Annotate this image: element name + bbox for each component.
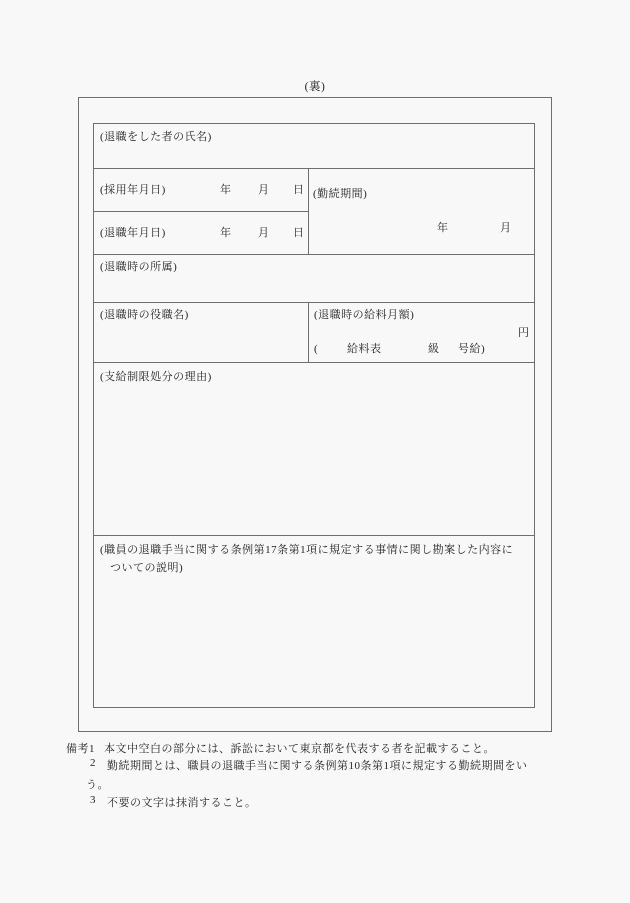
hire-date-year-unit: 年 bbox=[220, 184, 232, 196]
note-3-text: 不要の文字は抹消すること。 bbox=[107, 797, 257, 809]
row-divider-1 bbox=[94, 168, 534, 169]
hire-date-label: (採用年月日) bbox=[100, 184, 166, 196]
affiliation-label: (退職時の所属) bbox=[100, 261, 178, 273]
row-divider-4 bbox=[94, 302, 534, 303]
salary-grade-label: 級 bbox=[428, 343, 440, 355]
note-1-number: 備考1 bbox=[66, 743, 95, 755]
note-1-text: 本文中空白の部分には、訴訟において東京都を代表する者を記載すること。 bbox=[104, 743, 495, 755]
explanation-label-line2: ついての説明) bbox=[110, 562, 184, 574]
retire-date-label: (退職年月日) bbox=[100, 227, 166, 239]
row-divider-3 bbox=[94, 254, 534, 255]
salary-breakdown-open-paren: ( bbox=[314, 343, 319, 355]
retire-date-year-unit: 年 bbox=[220, 227, 232, 239]
row-divider-6 bbox=[94, 535, 534, 536]
form-table bbox=[93, 123, 535, 708]
service-period-label: (勤続期間) bbox=[313, 188, 368, 200]
row-divider-2-left bbox=[94, 211, 308, 212]
note-2-text-line2: う。 bbox=[86, 779, 109, 791]
note-2-number: 2 bbox=[90, 757, 96, 769]
explanation-label-line1: (職員の退職手当に関する条例第17条第1項に規定する事情に関し勘案した内容に bbox=[100, 544, 514, 556]
note-2-text-line1: 勤続期間とは、職員の退職手当に関する条例第10条第1項に規定する勤続期間をい bbox=[107, 760, 528, 772]
service-period-month-unit: 月 bbox=[500, 222, 512, 234]
col-divider-dates-service bbox=[308, 168, 309, 254]
salary-label: (退職時の給料月額) bbox=[314, 309, 415, 321]
col-divider-position-salary bbox=[308, 302, 309, 362]
note-3-number: 3 bbox=[90, 794, 96, 806]
restriction-reason-label: (支給制限処分の理由) bbox=[100, 371, 212, 383]
hire-date-month-unit: 月 bbox=[258, 184, 270, 196]
salary-table-label: 給料表 bbox=[347, 343, 382, 355]
hire-date-day-unit: 日 bbox=[293, 184, 305, 196]
salary-yen-unit: 円 bbox=[518, 327, 530, 339]
page-side-title: (裏) bbox=[304, 81, 326, 93]
form-outer-border bbox=[78, 97, 552, 732]
retiree-name-label: (退職をした者の氏名) bbox=[100, 131, 212, 143]
retire-date-day-unit: 日 bbox=[293, 227, 305, 239]
salary-step-label: 号給) bbox=[458, 343, 486, 355]
position-title-label: (退職時の役職名) bbox=[100, 309, 189, 321]
row-divider-5 bbox=[94, 362, 534, 363]
retire-date-month-unit: 月 bbox=[258, 227, 270, 239]
service-period-year-unit: 年 bbox=[437, 222, 449, 234]
